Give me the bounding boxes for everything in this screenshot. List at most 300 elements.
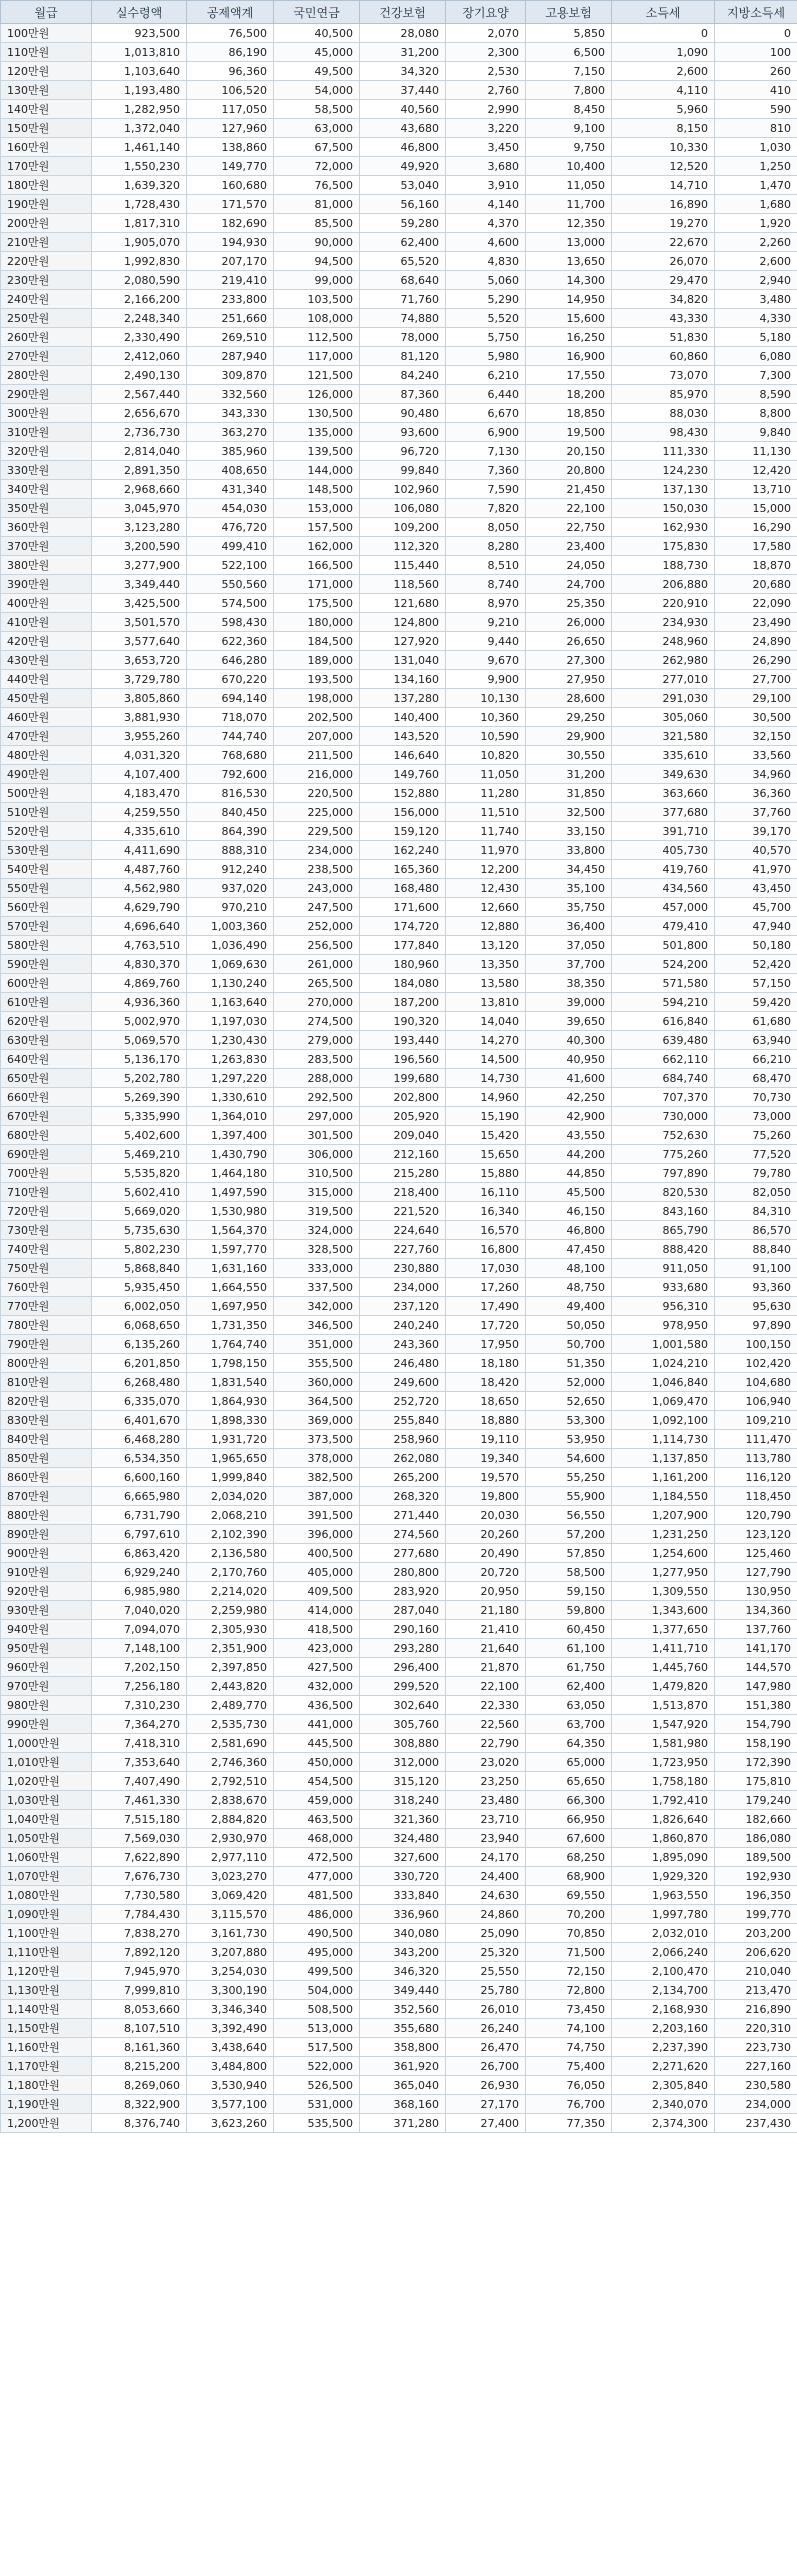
- income-tax-cell: 137,130: [612, 480, 715, 499]
- net-pay-cell: 6,201,850: [92, 1354, 187, 1373]
- net-pay-cell: 1,992,830: [92, 252, 187, 271]
- total-deductions-cell: 343,330: [187, 404, 274, 423]
- national-pension-cell: 387,000: [274, 1487, 360, 1506]
- total-deductions-cell: 970,210: [187, 898, 274, 917]
- net-pay-cell: 3,653,720: [92, 651, 187, 670]
- national-pension-cell: 306,000: [274, 1145, 360, 1164]
- long-term-care-cell: 11,280: [446, 784, 526, 803]
- total-deductions-cell: 816,530: [187, 784, 274, 803]
- employment-insurance-cell: 44,850: [526, 1164, 612, 1183]
- income-tax-cell: 220,910: [612, 594, 715, 613]
- net-pay-cell: 6,985,980: [92, 1582, 187, 1601]
- national-pension-cell: 49,500: [274, 62, 360, 81]
- local-income-tax-cell: 2,600: [715, 252, 797, 271]
- net-pay-cell: 6,600,160: [92, 1468, 187, 1487]
- local-income-tax-cell: 11,130: [715, 442, 797, 461]
- employment-insurance-cell: 18,850: [526, 404, 612, 423]
- net-pay-cell: 7,353,640: [92, 1753, 187, 1772]
- employment-insurance-cell: 7,800: [526, 81, 612, 100]
- monthly-salary-cell: 1,020만원: [1, 1772, 92, 1791]
- monthly-salary-cell: 720만원: [1, 1202, 92, 1221]
- income-tax-cell: 2,100,470: [612, 1962, 715, 1981]
- total-deductions-cell: 2,170,760: [187, 1563, 274, 1582]
- health-insurance-cell: 346,320: [360, 1962, 446, 1981]
- total-deductions-cell: 2,068,210: [187, 1506, 274, 1525]
- national-pension-cell: 139,500: [274, 442, 360, 461]
- local-income-tax-cell: 40,570: [715, 841, 797, 860]
- long-term-care-cell: 5,060: [446, 271, 526, 290]
- total-deductions-cell: 3,484,800: [187, 2057, 274, 2076]
- table-row: [1, 860, 797, 879]
- total-deductions-cell: 3,207,880: [187, 1943, 274, 1962]
- national-pension-cell: 364,500: [274, 1392, 360, 1411]
- employment-insurance-cell: 35,100: [526, 879, 612, 898]
- header-employment-insurance: 고용보험: [526, 1, 612, 24]
- income-tax-cell: 1,547,920: [612, 1715, 715, 1734]
- net-pay-cell: 4,936,360: [92, 993, 187, 1012]
- health-insurance-cell: 324,480: [360, 1829, 446, 1848]
- national-pension-cell: 486,000: [274, 1905, 360, 1924]
- total-deductions-cell: 385,960: [187, 442, 274, 461]
- table-row: [1, 1240, 797, 1259]
- table-row: [1, 328, 797, 347]
- income-tax-cell: 2,600: [612, 62, 715, 81]
- long-term-care-cell: 27,400: [446, 2114, 526, 2133]
- long-term-care-cell: 22,560: [446, 1715, 526, 1734]
- employment-insurance-cell: 27,950: [526, 670, 612, 689]
- local-income-tax-cell: 102,420: [715, 1354, 797, 1373]
- employment-insurance-cell: 31,850: [526, 784, 612, 803]
- employment-insurance-cell: 20,800: [526, 461, 612, 480]
- monthly-salary-cell: 930만원: [1, 1601, 92, 1620]
- income-tax-cell: 391,710: [612, 822, 715, 841]
- long-term-care-cell: 26,700: [446, 2057, 526, 2076]
- total-deductions-cell: 3,530,940: [187, 2076, 274, 2095]
- table-row: [1, 499, 797, 518]
- local-income-tax-cell: 32,150: [715, 727, 797, 746]
- employment-insurance-cell: 17,550: [526, 366, 612, 385]
- income-tax-cell: 262,980: [612, 651, 715, 670]
- total-deductions-cell: 1,697,950: [187, 1297, 274, 1316]
- national-pension-cell: 112,500: [274, 328, 360, 347]
- table-row: [1, 2076, 797, 2095]
- table-row: [1, 1981, 797, 2000]
- national-pension-cell: 360,000: [274, 1373, 360, 1392]
- net-pay-cell: 2,248,340: [92, 309, 187, 328]
- local-income-tax-cell: 130,950: [715, 1582, 797, 1601]
- total-deductions-cell: 694,140: [187, 689, 274, 708]
- national-pension-cell: 373,500: [274, 1430, 360, 1449]
- national-pension-cell: 54,000: [274, 81, 360, 100]
- total-deductions-cell: 309,870: [187, 366, 274, 385]
- national-pension-cell: 319,500: [274, 1202, 360, 1221]
- table-row: [1, 1126, 797, 1145]
- income-tax-cell: 206,880: [612, 575, 715, 594]
- table-row: [1, 803, 797, 822]
- national-pension-cell: 315,000: [274, 1183, 360, 1202]
- monthly-salary-cell: 1,150만원: [1, 2019, 92, 2038]
- national-pension-cell: 391,500: [274, 1506, 360, 1525]
- net-pay-cell: 4,411,690: [92, 841, 187, 860]
- net-pay-cell: 6,731,790: [92, 1506, 187, 1525]
- net-pay-cell: 4,487,760: [92, 860, 187, 879]
- employment-insurance-cell: 24,700: [526, 575, 612, 594]
- long-term-care-cell: 18,650: [446, 1392, 526, 1411]
- employment-insurance-cell: 18,200: [526, 385, 612, 404]
- net-pay-cell: 2,814,040: [92, 442, 187, 461]
- health-insurance-cell: 46,800: [360, 138, 446, 157]
- table-row: [1, 613, 797, 632]
- table-row: [1, 119, 797, 138]
- table-row: [1, 2000, 797, 2019]
- total-deductions-cell: 2,305,930: [187, 1620, 274, 1639]
- monthly-salary-cell: 950만원: [1, 1639, 92, 1658]
- long-term-care-cell: 23,480: [446, 1791, 526, 1810]
- employment-insurance-cell: 48,100: [526, 1259, 612, 1278]
- local-income-tax-cell: 206,620: [715, 1943, 797, 1962]
- local-income-tax-cell: 34,960: [715, 765, 797, 784]
- local-income-tax-cell: 810: [715, 119, 797, 138]
- long-term-care-cell: 24,630: [446, 1886, 526, 1905]
- local-income-tax-cell: 97,890: [715, 1316, 797, 1335]
- income-tax-cell: 43,330: [612, 309, 715, 328]
- total-deductions-cell: 3,392,490: [187, 2019, 274, 2038]
- health-insurance-cell: 340,080: [360, 1924, 446, 1943]
- monthly-salary-cell: 810만원: [1, 1373, 92, 1392]
- income-tax-cell: 5,960: [612, 100, 715, 119]
- employment-insurance-cell: 70,200: [526, 1905, 612, 1924]
- health-insurance-cell: 174,720: [360, 917, 446, 936]
- total-deductions-cell: 3,115,570: [187, 1905, 274, 1924]
- monthly-salary-cell: 630만원: [1, 1031, 92, 1050]
- income-tax-cell: 2,305,840: [612, 2076, 715, 2095]
- net-pay-cell: 6,068,650: [92, 1316, 187, 1335]
- monthly-salary-cell: 260만원: [1, 328, 92, 347]
- table-body: [1, 24, 797, 2133]
- long-term-care-cell: 12,660: [446, 898, 526, 917]
- total-deductions-cell: 1,497,590: [187, 1183, 274, 1202]
- total-deductions-cell: 3,577,100: [187, 2095, 274, 2114]
- employment-insurance-cell: 21,450: [526, 480, 612, 499]
- employment-insurance-cell: 16,900: [526, 347, 612, 366]
- total-deductions-cell: 840,450: [187, 803, 274, 822]
- total-deductions-cell: 2,581,690: [187, 1734, 274, 1753]
- health-insurance-cell: 234,000: [360, 1278, 446, 1297]
- table-row: [1, 1297, 797, 1316]
- local-income-tax-cell: 144,570: [715, 1658, 797, 1677]
- local-income-tax-cell: 237,430: [715, 2114, 797, 2133]
- long-term-care-cell: 7,130: [446, 442, 526, 461]
- employment-insurance-cell: 77,350: [526, 2114, 612, 2133]
- employment-insurance-cell: 56,550: [526, 1506, 612, 1525]
- net-pay-cell: 5,002,970: [92, 1012, 187, 1031]
- net-pay-cell: 3,881,930: [92, 708, 187, 727]
- national-pension-cell: 288,000: [274, 1069, 360, 1088]
- national-pension-cell: 441,000: [274, 1715, 360, 1734]
- employment-insurance-cell: 7,150: [526, 62, 612, 81]
- table-row: [1, 43, 797, 62]
- table-row: [1, 1905, 797, 1924]
- monthly-salary-cell: 790만원: [1, 1335, 92, 1354]
- income-tax-cell: 291,030: [612, 689, 715, 708]
- table-row: [1, 1696, 797, 1715]
- employment-insurance-cell: 25,350: [526, 594, 612, 613]
- table-row: [1, 1620, 797, 1639]
- monthly-salary-cell: 370만원: [1, 537, 92, 556]
- long-term-care-cell: 4,140: [446, 195, 526, 214]
- health-insurance-cell: 84,240: [360, 366, 446, 385]
- total-deductions-cell: 3,346,340: [187, 2000, 274, 2019]
- health-insurance-cell: 296,400: [360, 1658, 446, 1677]
- health-insurance-cell: 162,240: [360, 841, 446, 860]
- health-insurance-cell: 93,600: [360, 423, 446, 442]
- monthly-salary-cell: 410만원: [1, 613, 92, 632]
- monthly-salary-cell: 600만원: [1, 974, 92, 993]
- table-row: [1, 575, 797, 594]
- income-tax-cell: 305,060: [612, 708, 715, 727]
- income-tax-cell: 22,670: [612, 233, 715, 252]
- table-row: [1, 1392, 797, 1411]
- health-insurance-cell: 277,680: [360, 1544, 446, 1563]
- net-pay-cell: 1,550,230: [92, 157, 187, 176]
- income-tax-cell: 14,710: [612, 176, 715, 195]
- total-deductions-cell: 2,489,770: [187, 1696, 274, 1715]
- long-term-care-cell: 8,740: [446, 575, 526, 594]
- monthly-salary-cell: 620만원: [1, 1012, 92, 1031]
- health-insurance-cell: 131,040: [360, 651, 446, 670]
- employment-insurance-cell: 31,200: [526, 765, 612, 784]
- table-row: [1, 176, 797, 195]
- header-national-pension: 국민연금: [274, 1, 360, 24]
- net-pay-cell: 5,335,990: [92, 1107, 187, 1126]
- monthly-salary-cell: 590만원: [1, 955, 92, 974]
- national-pension-cell: 396,000: [274, 1525, 360, 1544]
- total-deductions-cell: 332,560: [187, 385, 274, 404]
- table-row: [1, 423, 797, 442]
- health-insurance-cell: 140,400: [360, 708, 446, 727]
- net-pay-cell: 4,763,510: [92, 936, 187, 955]
- national-pension-cell: 220,500: [274, 784, 360, 803]
- table-row: [1, 347, 797, 366]
- national-pension-cell: 153,000: [274, 499, 360, 518]
- table-row: [1, 290, 797, 309]
- table-row: [1, 1164, 797, 1183]
- monthly-salary-cell: 1,000만원: [1, 1734, 92, 1753]
- national-pension-cell: 45,000: [274, 43, 360, 62]
- health-insurance-cell: 255,840: [360, 1411, 446, 1430]
- monthly-salary-cell: 550만원: [1, 879, 92, 898]
- total-deductions-cell: 171,570: [187, 195, 274, 214]
- employment-insurance-cell: 50,050: [526, 1316, 612, 1335]
- national-pension-cell: 450,000: [274, 1753, 360, 1772]
- table-row: [1, 1050, 797, 1069]
- monthly-salary-cell: 970만원: [1, 1677, 92, 1696]
- table-row: [1, 233, 797, 252]
- table-row: [1, 1468, 797, 1487]
- health-insurance-cell: 227,760: [360, 1240, 446, 1259]
- local-income-tax-cell: 79,780: [715, 1164, 797, 1183]
- monthly-salary-cell: 850만원: [1, 1449, 92, 1468]
- employment-insurance-cell: 14,950: [526, 290, 612, 309]
- table-row: [1, 1278, 797, 1297]
- health-insurance-cell: 109,200: [360, 518, 446, 537]
- net-pay-cell: 3,349,440: [92, 575, 187, 594]
- health-insurance-cell: 149,760: [360, 765, 446, 784]
- long-term-care-cell: 11,740: [446, 822, 526, 841]
- employment-insurance-cell: 47,450: [526, 1240, 612, 1259]
- health-insurance-cell: 199,680: [360, 1069, 446, 1088]
- income-tax-cell: 434,560: [612, 879, 715, 898]
- local-income-tax-cell: 9,840: [715, 423, 797, 442]
- income-tax-cell: 1,758,180: [612, 1772, 715, 1791]
- national-pension-cell: 121,500: [274, 366, 360, 385]
- local-income-tax-cell: 116,120: [715, 1468, 797, 1487]
- net-pay-cell: 7,784,430: [92, 1905, 187, 1924]
- table-row: [1, 1259, 797, 1278]
- net-pay-cell: 7,310,230: [92, 1696, 187, 1715]
- health-insurance-cell: 237,120: [360, 1297, 446, 1316]
- total-deductions-cell: 3,069,420: [187, 1886, 274, 1905]
- total-deductions-cell: 1,263,830: [187, 1050, 274, 1069]
- table-row: [1, 898, 797, 917]
- long-term-care-cell: 2,760: [446, 81, 526, 100]
- net-pay-cell: 7,256,180: [92, 1677, 187, 1696]
- total-deductions-cell: 2,838,670: [187, 1791, 274, 1810]
- income-tax-cell: 29,470: [612, 271, 715, 290]
- long-term-care-cell: 11,510: [446, 803, 526, 822]
- local-income-tax-cell: 234,000: [715, 2095, 797, 2114]
- long-term-care-cell: 20,030: [446, 1506, 526, 1525]
- health-insurance-cell: 65,520: [360, 252, 446, 271]
- total-deductions-cell: 912,240: [187, 860, 274, 879]
- income-tax-cell: 616,840: [612, 1012, 715, 1031]
- income-tax-cell: 73,070: [612, 366, 715, 385]
- employment-insurance-cell: 39,000: [526, 993, 612, 1012]
- total-deductions-cell: 1,764,740: [187, 1335, 274, 1354]
- employment-insurance-cell: 44,200: [526, 1145, 612, 1164]
- monthly-salary-cell: 920만원: [1, 1582, 92, 1601]
- health-insurance-cell: 165,360: [360, 860, 446, 879]
- national-pension-cell: 454,500: [274, 1772, 360, 1791]
- monthly-salary-cell: 560만원: [1, 898, 92, 917]
- long-term-care-cell: 17,720: [446, 1316, 526, 1335]
- health-insurance-cell: 361,920: [360, 2057, 446, 2076]
- table-row: [1, 594, 797, 613]
- health-insurance-cell: 96,720: [360, 442, 446, 461]
- table-row: [1, 2019, 797, 2038]
- health-insurance-cell: 280,800: [360, 1563, 446, 1582]
- income-tax-cell: 377,680: [612, 803, 715, 822]
- health-insurance-cell: 352,560: [360, 2000, 446, 2019]
- income-tax-cell: 1,929,320: [612, 1867, 715, 1886]
- table-row: [1, 62, 797, 81]
- health-insurance-cell: 265,200: [360, 1468, 446, 1487]
- income-tax-cell: 85,970: [612, 385, 715, 404]
- national-pension-cell: 130,500: [274, 404, 360, 423]
- long-term-care-cell: 15,420: [446, 1126, 526, 1145]
- table-row: [1, 1943, 797, 1962]
- national-pension-cell: 351,000: [274, 1335, 360, 1354]
- health-insurance-cell: 31,200: [360, 43, 446, 62]
- long-term-care-cell: 17,490: [446, 1297, 526, 1316]
- health-insurance-cell: 53,040: [360, 176, 446, 195]
- national-pension-cell: 310,500: [274, 1164, 360, 1183]
- national-pension-cell: 535,500: [274, 2114, 360, 2133]
- table-row: [1, 1734, 797, 1753]
- table-row: [1, 157, 797, 176]
- monthly-salary-cell: 350만원: [1, 499, 92, 518]
- monthly-salary-cell: 470만원: [1, 727, 92, 746]
- national-pension-cell: 67,500: [274, 138, 360, 157]
- net-pay-cell: 7,364,270: [92, 1715, 187, 1734]
- total-deductions-cell: 287,940: [187, 347, 274, 366]
- health-insurance-cell: 230,880: [360, 1259, 446, 1278]
- local-income-tax-cell: 7,300: [715, 366, 797, 385]
- total-deductions-cell: 1,731,350: [187, 1316, 274, 1335]
- monthly-salary-cell: 760만원: [1, 1278, 92, 1297]
- national-pension-cell: 162,000: [274, 537, 360, 556]
- long-term-care-cell: 20,720: [446, 1563, 526, 1582]
- local-income-tax-cell: 127,790: [715, 1563, 797, 1582]
- monthly-salary-cell: 520만원: [1, 822, 92, 841]
- total-deductions-cell: 1,831,540: [187, 1373, 274, 1392]
- health-insurance-cell: 28,080: [360, 24, 446, 43]
- employment-insurance-cell: 29,250: [526, 708, 612, 727]
- net-pay-cell: 4,629,790: [92, 898, 187, 917]
- total-deductions-cell: 1,530,980: [187, 1202, 274, 1221]
- national-pension-cell: 472,500: [274, 1848, 360, 1867]
- national-pension-cell: 333,000: [274, 1259, 360, 1278]
- income-tax-cell: 10,330: [612, 138, 715, 157]
- employment-insurance-cell: 68,900: [526, 1867, 612, 1886]
- employment-insurance-cell: 58,500: [526, 1563, 612, 1582]
- total-deductions-cell: 792,600: [187, 765, 274, 784]
- income-tax-cell: 594,210: [612, 993, 715, 1012]
- total-deductions-cell: 1,163,640: [187, 993, 274, 1012]
- long-term-care-cell: 26,470: [446, 2038, 526, 2057]
- table-row: [1, 1088, 797, 1107]
- table-row: [1, 480, 797, 499]
- health-insurance-cell: 102,960: [360, 480, 446, 499]
- national-pension-cell: 346,500: [274, 1316, 360, 1335]
- table-row: [1, 632, 797, 651]
- health-insurance-cell: 190,320: [360, 1012, 446, 1031]
- monthly-salary-cell: 300만원: [1, 404, 92, 423]
- health-insurance-cell: 168,480: [360, 879, 446, 898]
- total-deductions-cell: 864,390: [187, 822, 274, 841]
- employment-insurance-cell: 63,050: [526, 1696, 612, 1715]
- local-income-tax-cell: 223,730: [715, 2038, 797, 2057]
- health-insurance-cell: 177,840: [360, 936, 446, 955]
- net-pay-cell: 5,535,820: [92, 1164, 187, 1183]
- monthly-salary-cell: 290만원: [1, 385, 92, 404]
- long-term-care-cell: 10,590: [446, 727, 526, 746]
- health-insurance-cell: 59,280: [360, 214, 446, 233]
- employment-insurance-cell: 61,750: [526, 1658, 612, 1677]
- local-income-tax-cell: 182,660: [715, 1810, 797, 1829]
- income-tax-cell: 911,050: [612, 1259, 715, 1278]
- monthly-salary-cell: 1,120만원: [1, 1962, 92, 1981]
- employment-insurance-cell: 15,600: [526, 309, 612, 328]
- monthly-salary-cell: 1,200만원: [1, 2114, 92, 2133]
- total-deductions-cell: 454,030: [187, 499, 274, 518]
- monthly-salary-cell: 870만원: [1, 1487, 92, 1506]
- income-tax-cell: 1,997,780: [612, 1905, 715, 1924]
- local-income-tax-cell: 17,580: [715, 537, 797, 556]
- local-income-tax-cell: 27,700: [715, 670, 797, 689]
- health-insurance-cell: 246,480: [360, 1354, 446, 1373]
- monthly-salary-cell: 1,070만원: [1, 1867, 92, 1886]
